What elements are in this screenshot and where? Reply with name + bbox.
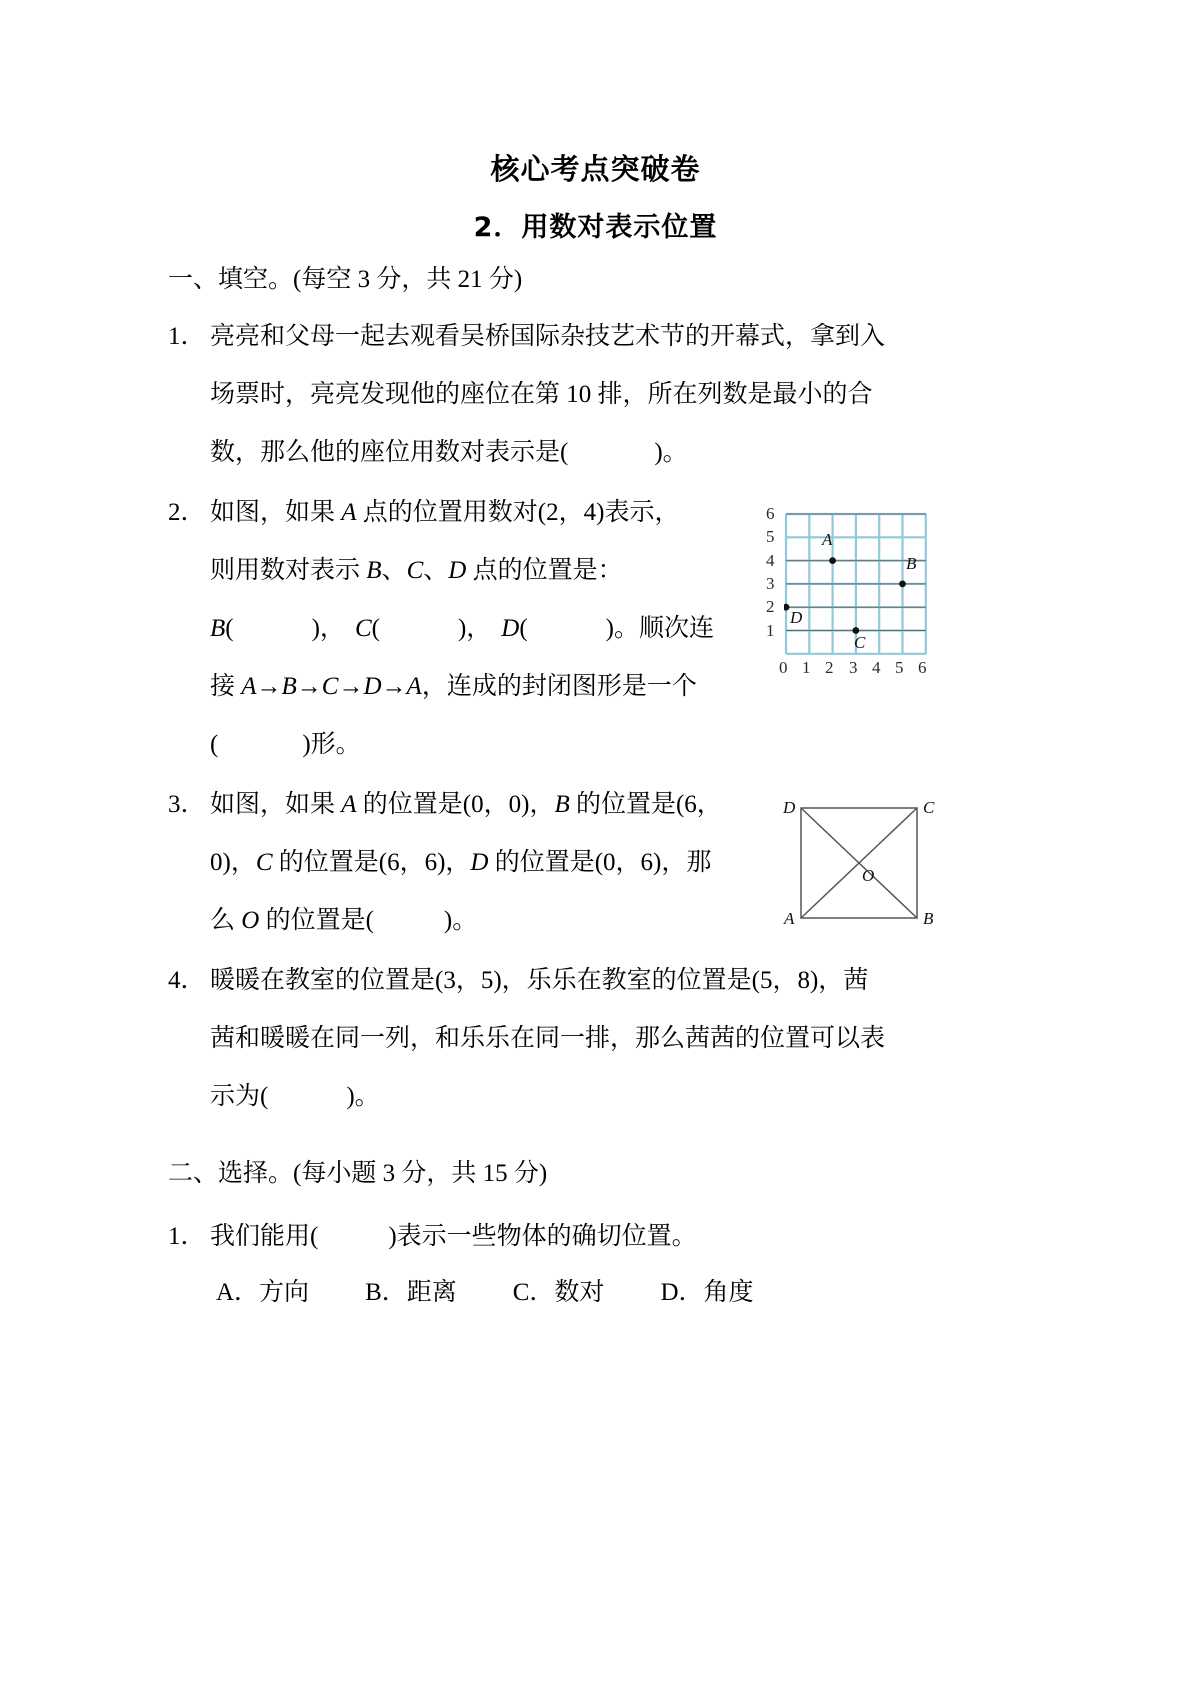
question-2-text-2a: 则用数对表示 <box>210 557 367 584</box>
y-tick-4: 4 <box>766 551 775 570</box>
question-2-var-D: D <box>448 557 467 584</box>
question-3-text-2a: 0)， <box>210 849 256 876</box>
question-2-paren-open-shape: ( <box>210 731 219 758</box>
x-tick-3: 3 <box>849 658 858 677</box>
question-3-text-3d: )。 <box>443 907 478 934</box>
y-tick-1: 1 <box>766 621 775 640</box>
y-tick-2: 2 <box>766 597 775 616</box>
question-2-text-2c: 、 <box>381 557 407 584</box>
choice-question-1-number: 1． <box>168 1223 206 1250</box>
data-points <box>784 557 906 634</box>
square-label-D: D <box>783 798 796 817</box>
question-1-text-3: 数，那么他的座位用数对表示是( <box>210 439 569 466</box>
question-2-number: 2． <box>168 499 206 526</box>
question-2-var-C: C <box>406 557 424 584</box>
section-heading-multiple-choice: 二、选择。(每小题 3 分，共 15 分) <box>168 1160 548 1187</box>
option-b[interactable]: B．距离 <box>365 1279 457 1306</box>
choice-question-1-options <box>168 1266 1028 1320</box>
question-2-text-4c: ，连成的封闭图形是一个 <box>421 673 697 700</box>
question-4-text-3: 示为( <box>210 1083 269 1110</box>
question-3-text-1a: 如图，如果 <box>210 791 342 818</box>
question-3-var-A: A <box>341 791 357 818</box>
x-tick-5: 5 <box>895 658 904 677</box>
question-3-number: 3． <box>168 791 206 818</box>
question-2-paren-open-C: ( <box>371 615 380 642</box>
question-3-var-D: D <box>470 849 489 876</box>
point-label-C: C <box>854 633 866 652</box>
question-3-text-1e: 的位置是(6， <box>569 791 722 818</box>
page-title: 核心考点突破卷 <box>490 152 701 186</box>
question-3-text-2c: 的位置是(6，6)， <box>272 849 471 876</box>
question-2-text-1a: 如图，如果 <box>210 499 342 526</box>
square-label-A: A <box>784 909 795 928</box>
square-label-O: O <box>862 866 875 885</box>
y-tick-5: 5 <box>766 527 775 546</box>
question-2-paren-open-D: ( <box>519 615 528 642</box>
choice-question-1-text-b: )表示一些物体的确切位置。 <box>388 1223 697 1250</box>
question-3-text-3c: 的位置是( <box>259 907 374 934</box>
page-subtitle: 2．用数对表示位置 <box>473 212 718 243</box>
section-heading-fill-in-blank: 一、填空。(每空 3 分，共 21 分) <box>168 266 523 293</box>
choice-question-1-stem <box>168 1208 1028 1266</box>
question-1-number: 1． <box>168 323 206 350</box>
question-1-text-1: 亮亮和父母一起去观看吴桥国际杂技艺术节的开幕式，拿到入 <box>210 323 886 350</box>
question-2-text-5b: )形。 <box>302 731 361 758</box>
question-2-label-C: C <box>354 615 372 642</box>
question-2-path: A→B→C→D→A <box>241 673 422 700</box>
question-4-text-2: 茜和暖暖在同一列，和乐乐在同一排，那么茜茜的位置可以表 <box>210 1025 886 1052</box>
question-1-line-3 <box>168 424 1028 482</box>
question-2-label-D: D <box>501 615 520 642</box>
question-1-text-2: 场票时，亮亮发现他的座位在第 10 排，所在列数是最小的合 <box>210 381 873 408</box>
question-2-paren-close-C: )， <box>457 615 492 642</box>
y-tick-6: 6 <box>766 504 775 523</box>
question-1-line-2 <box>168 366 1028 424</box>
x-tick-4: 4 <box>872 658 881 677</box>
exam-content <box>168 258 1028 1322</box>
square-label-C: C <box>923 798 935 817</box>
x-tick-0: 0 <box>779 658 788 677</box>
point-label-A: A <box>822 530 833 549</box>
question-1-line-1 <box>168 308 1028 366</box>
square-label-B: B <box>923 909 934 928</box>
point-B <box>899 581 906 588</box>
y-tick-3: 3 <box>766 574 775 593</box>
x-tick-2: 2 <box>825 658 834 677</box>
question-2-line-5 <box>168 716 1028 774</box>
question-4-line-2 <box>168 1010 1028 1068</box>
question-4-number: 4． <box>168 967 206 994</box>
question-2-paren-open-B: ( <box>225 615 234 642</box>
question-2-text-4a: 接 <box>210 673 242 700</box>
question-4-line-1 <box>168 952 1028 1010</box>
x-tick-1: 1 <box>802 658 811 677</box>
question-2-text-2e: 、 <box>423 557 449 584</box>
question-1-fill <box>168 308 1028 482</box>
option-c[interactable]: C．数对 <box>512 1279 605 1306</box>
question-3-text-2e: 的位置是(0，6)，那 <box>488 849 712 876</box>
figure-coordinate-grid <box>752 504 932 689</box>
question-2-label-B: B <box>210 615 226 642</box>
point-label-D: D <box>790 608 803 627</box>
option-d[interactable]: D．角度 <box>660 1279 754 1306</box>
question-4-text-4: )。 <box>346 1083 380 1110</box>
question-2-text-2g: 点的位置是： <box>466 557 623 584</box>
question-3-var-O: O <box>241 907 260 934</box>
question-4-fill <box>168 952 1028 1126</box>
point-D <box>784 604 789 611</box>
choice-question-1 <box>168 1208 1028 1320</box>
point-A <box>829 557 836 564</box>
question-2-var-A: A <box>341 499 357 526</box>
question-2-text-3i: )。顺次连 <box>605 615 714 642</box>
option-a[interactable]: A．方向 <box>216 1279 310 1306</box>
square-outline <box>801 808 917 918</box>
question-3-var-B: B <box>554 791 570 818</box>
question-1-text-4: )。 <box>654 439 688 466</box>
question-2-var-B: B <box>366 557 382 584</box>
choice-question-1-text-a: 我们能用( <box>210 1223 319 1250</box>
question-3-text-3a: 么 <box>210 907 242 934</box>
question-3-text-1c: 的位置是(0，0)， <box>356 791 555 818</box>
question-2-paren-close-B: )， <box>311 615 345 642</box>
question-4-text-1: 暖暖在教室的位置是(3，5)，乐乐在教室的位置是(5，8)，茜 <box>210 967 869 994</box>
question-2-text-1c: 点的位置用数对(2，4)表示， <box>356 499 680 526</box>
question-4-line-3 <box>168 1068 1028 1126</box>
grid-plot-area <box>784 512 928 656</box>
x-tick-6: 6 <box>918 658 927 677</box>
question-3-var-C: C <box>255 849 273 876</box>
point-label-B: B <box>906 554 917 573</box>
figure-square-diagonals <box>783 792 943 942</box>
